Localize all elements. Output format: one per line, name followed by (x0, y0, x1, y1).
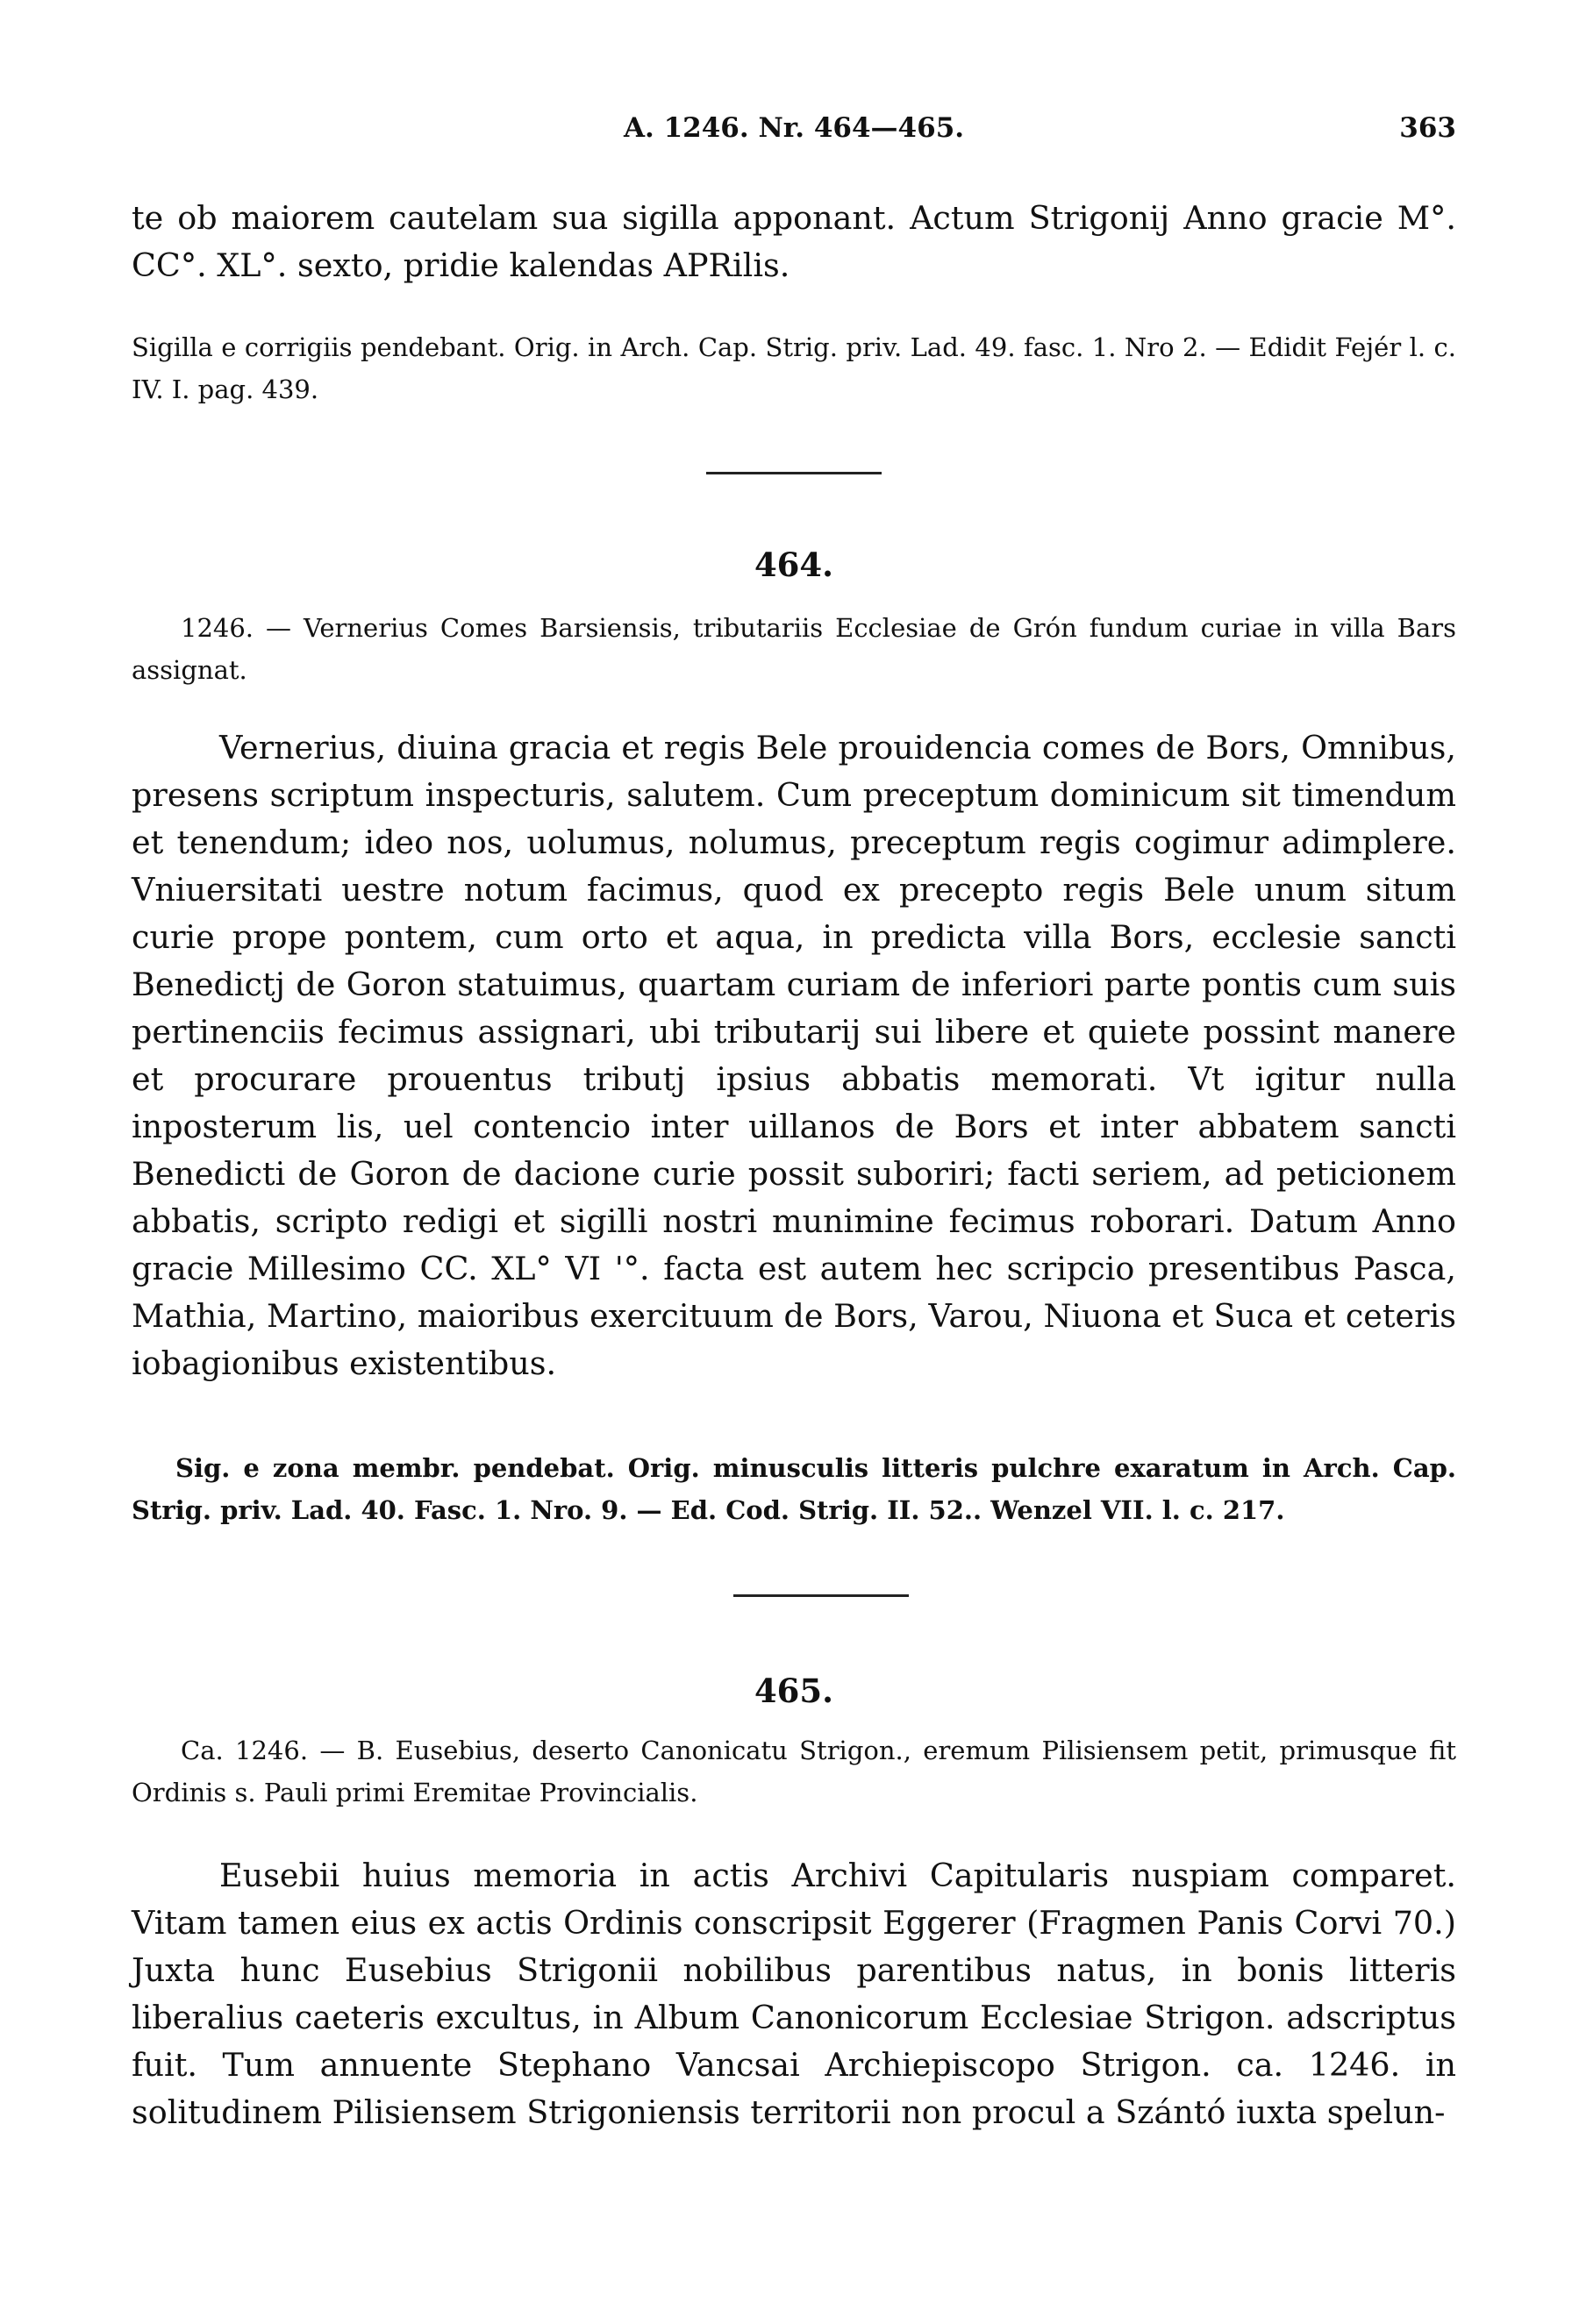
document-number-465: 465. (754, 1672, 834, 1710)
document-465-summary: Ca. 1246. — B. Eusebius, deserto Canonicatu Strigon., eremum Pilisiensem petit, primusque fit Ordinis s. Pauli primi Eremitae Provincialis. (132, 1736, 1456, 1807)
document-464-body: Vernerius, diuina gracia et regis Bele prouidencia comes de Bors, Omnibus, presens scriptum inspecturis, salutem. Cum preceptum dominicum sit timendum et tenendum; ideo nos, uolumus, nolumus, preceptum regis cogimur adimplere. Vniuersitati uestre notum facimus, quod ex precepto regis Bele unum situm curie prope pontem, cum orto et aqua, in predicta villa Bors, ecclesie sancti Benedictj de Goron statuimus, quartam curiam de inferiori parte pontis cum suis pertinenciis fecimus assignari, ubi tributarij sui libere et quiete possint manere et procurare prouentus tributj ipsius abbatis memorati. Vt igitur nulla inposterum lis, uel contencio inter uillanos de Bors et inter abbatem sancti Benedicti de Goron de dacione curie possit suboriri; facti seriem, ad peticionem abbatis, scripto redigi et sigilli nostri munimine fecimus roborari. Datum Anno gracie Millesimo CC. XL° VI '°. facta est autem hec scripcio presentibus Pasca, Mathia, Martino, maioribus exercituum de Bors, Varou, Niuona et Suca et ceteris iobagionibus existentibus. (132, 729, 1456, 1382)
previous-document-note: Sigilla e corrigiis pendebant. Orig. in Arch. Cap. Strig. priv. Lad. 49. fasc. 1. Nro 2. — Edidit Fejér l. c. IV. I. pag. 439. (132, 332, 1456, 404)
running-head-title: A. 1246. Nr. 464—465. (623, 112, 965, 144)
running-head (132, 112, 1456, 151)
section-divider (706, 472, 882, 474)
document-465-body: Eusebii huius memoria in actis Archivi Capitularis nuspiam comparet. Vitam tamen eius ex actis Ordinis conscripsit Eggerer (Fragmen Panis Corvi 70.) Juxta hunc Eusebius Strigonii nobilibus parentibus natus, in bonis litteris liberalius caeteris excultus, in Album Canonicorum Ecclesiae Strigon. adscriptus fuit. Tum annuente Stephano Vancsai Archiepiscopo Strigon. ca. 1246. in solitudinem Pilisiensem Strigoniensis territorii non procul a Szántó iuxta spelun- (132, 1857, 1456, 2131)
book-page (132, 0, 1456, 2324)
document-464-summary: 1246. — Vernerius Comes Barsiensis, tributariis Ecclesiae de Grón fundum curiae in villa Bars assignat. (132, 613, 1456, 685)
document-464-note: Sig. e zona membr. pendebat. Orig. minusculis litteris pulchre exaratum in Arch. Cap. Strig. priv. Lad. 40. Fasc. 1. Nro. 9. — Ed. Cod. Strig. II. 52.. Wenzel VII. l. c. 217. (132, 1453, 1456, 1525)
previous-document-ending: te ob maiorem cautelam sua sigilla apponant. Actum Strigonij Anno gracie M°. CC°. XL°. sexto, pridie kalendas APRilis. (132, 199, 1456, 284)
document-number-464: 464. (754, 545, 834, 584)
page-number: 363 (1399, 112, 1456, 144)
section-divider (733, 1594, 909, 1597)
